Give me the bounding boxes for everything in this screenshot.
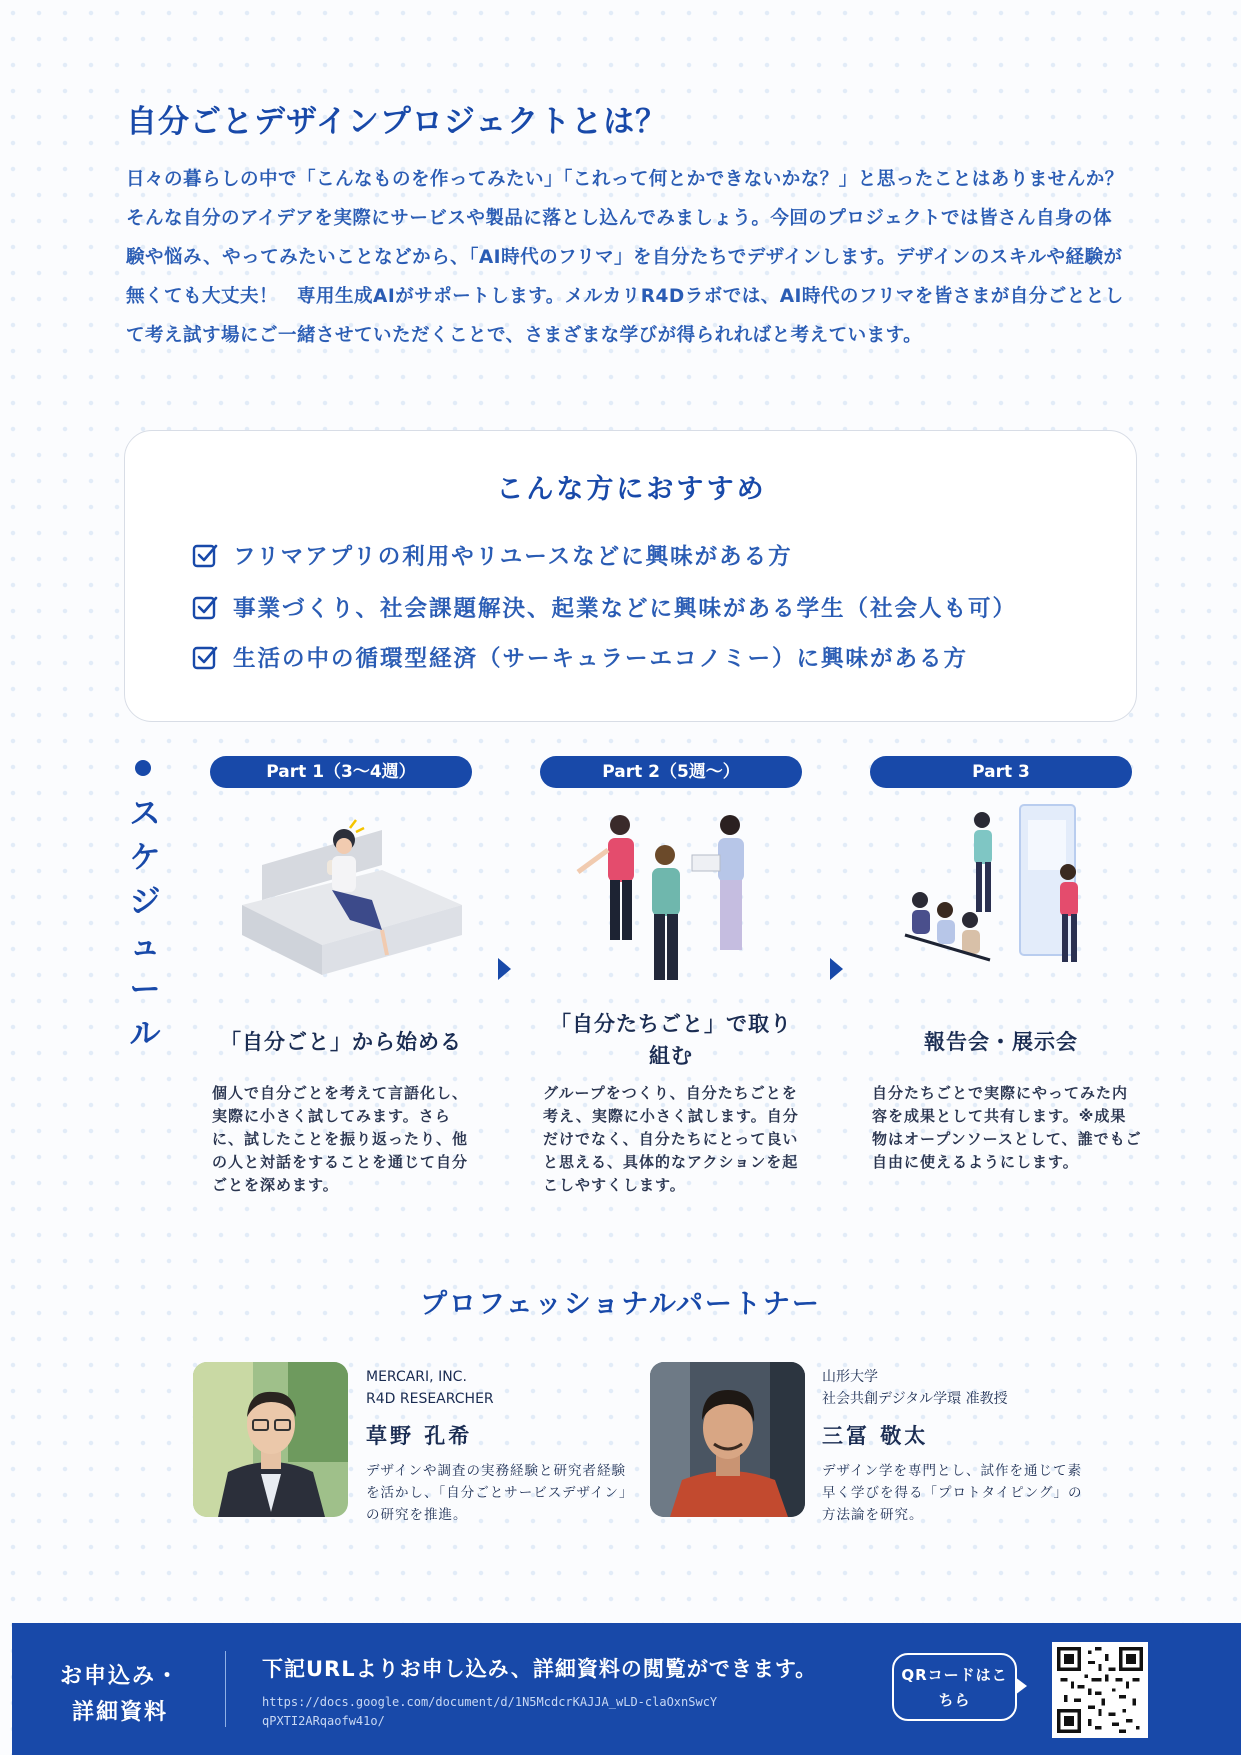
recommend-item-text: フリマアプリの利用やリユースなどに興味がある方 [233,544,793,570]
part-2-pill: Part 2（5週〜） [540,756,802,788]
partner-2-name: 三冨 敬太 [822,1424,929,1448]
part-1-desc: 個人で自分ごとを考えて言語化し、実際に小さく試してみます。さらに、試したことを振り返ったり、他の人と対話をすることを通じて自分ごとを深めます。 [212,1084,469,1194]
partner-1-photo [193,1362,348,1517]
presentation-illustration [890,800,1130,975]
part-3-title: 報告会・展示会 [924,1030,1078,1054]
checkbox-icon [191,541,219,569]
recommend-item-text: 生活の中の循環型経済（サーキュラーエコノミー）に興味がある方 [233,646,969,672]
part-2-desc: グループをつくり、自分たちごとを考え、実際に小さく試します。自分だけでなく、自分たちにとって良いと思える、具体的なアクションを起こしやすくします。 [543,1084,799,1194]
qr-code-label: QRコードはこちら [892,1653,1017,1721]
recommend-title: こんな方におすすめ [496,474,767,505]
checkbox-icon [191,593,219,621]
checkbox-icon [191,643,219,671]
sofa-illustration [232,810,472,985]
footer-main-text: 下記URLよりお申し込み、詳細資料の閲覧ができます。 [262,1657,818,1681]
recommend-item [191,591,1017,623]
partner-2-org-1: 山形大学 [822,1369,878,1385]
schedule-label: スケジュール [129,796,161,1052]
intro-title: 自分ごとデザインプロジェクトとは？ [126,104,668,140]
footer-label: お申込み・詳細資料 [59,1664,180,1725]
partner-1-org-1: MERCARI, INC. [366,1369,467,1385]
schedule-dot [135,760,151,776]
part-1-pill: Part 1（3〜4週） [210,756,472,788]
group-discussion-illustration [560,810,800,985]
part-3-desc: 自分たちごとで実際にやってみた内容を成果として共有します。※成果物はオープンソースとして、誰でもご自由に使えるようにします。 [872,1084,1142,1171]
partners-title: プロフェッショナルパートナー [420,1289,821,1320]
partner-2-org-2: 社会共創デジタル学環 准教授 [822,1391,1008,1407]
partner-2-photo [650,1362,805,1517]
application-url-link[interactable]: https://docs.google.com/document/d/1N5McdcrKAJJA_wLD-claOxnSwcYqPXTI2ARqaofw41o/ [262,1695,718,1728]
partner-1-org-2: R4D RESEARCHER [366,1391,494,1407]
recommend-item [191,641,968,673]
footer-divider [225,1651,226,1727]
recommend-box [124,430,1137,722]
partner-2-desc: デザイン学を専門とし、試作を通じて素早く学びを得る「プロトタイピング」の方法論を研究。 [822,1463,1083,1523]
recommend-item-text: 事業づくり、社会課題解決、起業などに興味がある学生（社会人も可） [233,596,1018,622]
recommend-item [191,539,793,571]
part-2-title: 「自分たちごと」で取り組む [550,1012,792,1068]
part-1-title: 「自分ごと」から始める [220,1030,462,1054]
arrow-right-icon [830,958,843,980]
part-3-pill: Part 3 [870,756,1132,788]
partner-1-desc: デザインや調査の実務経験と研究者経験を活かし、「自分ごとサービスデザイン」の研究を推進。 [366,1463,634,1523]
arrow-right-icon [498,958,511,980]
footer [12,1623,1241,1755]
qr-code[interactable] [1052,1642,1148,1738]
intro-body: 日々の暮らしの中で「こんなものを作ってみたい」「これって何とかできないかな？」と思ったことはありませんか？ そんな自分のアイデアを実際にサービスや製品に落とし込んでみましょう。今回のプロジェクトでは皆さん自身の体験や悩み、やってみたいことなどから、「AI時代のフリマ」を自分たちでデザインします。デザインのスキルや経験が無くても大丈夫！ 専用生成AIがサポートします。メルカリR4Dラボでは、AI時代のフリマを皆さまが自分ごととして考え試す場にご一緒させていただくことで、さまざまな学びが得られればと考えています。 [126,169,1143,346]
arrow-right-icon [1015,1677,1027,1695]
partner-1-name: 草野 孔希 [366,1424,473,1448]
